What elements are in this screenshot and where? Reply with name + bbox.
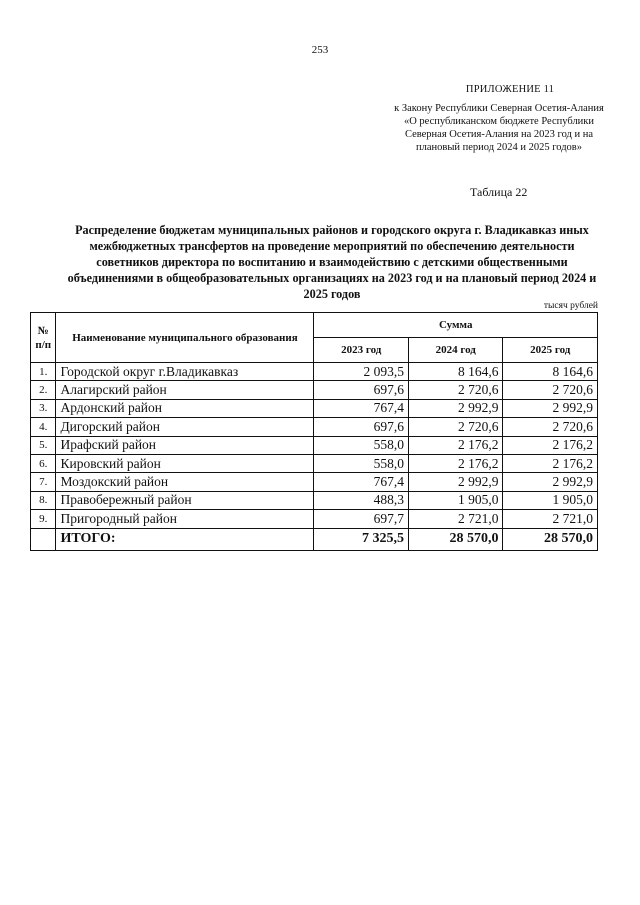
table-row	[31, 399, 598, 417]
row-value-2024: 8 164,6	[408, 363, 503, 381]
table-row	[31, 473, 598, 491]
row-value-2023: 488,3	[314, 491, 409, 509]
row-value-2024: 2 176,2	[408, 436, 503, 454]
total-value-2025: 28 570,0	[503, 528, 598, 550]
total-label: ИТОГО:	[56, 528, 314, 550]
row-value-2023: 2 093,5	[314, 363, 409, 381]
row-name: Дигорский район	[56, 418, 314, 436]
page-number: 253	[311, 44, 329, 56]
header-row	[31, 313, 598, 338]
row-number: 5.	[31, 436, 56, 454]
row-number: 2.	[31, 381, 56, 399]
row-name: Алагирский район	[56, 381, 314, 399]
row-value-2025: 2 721,0	[503, 510, 598, 528]
row-value-2025: 2 992,9	[503, 399, 598, 417]
table-number: Таблица 22	[470, 185, 528, 199]
total-value-2024: 28 570,0	[408, 528, 503, 550]
row-value-2024: 1 905,0	[408, 491, 503, 509]
table-row	[31, 381, 598, 399]
units-label: тысяч рублей	[543, 301, 598, 311]
row-number: 9.	[31, 510, 56, 528]
row-value-2024: 2 992,9	[408, 473, 503, 491]
table-row	[31, 454, 598, 472]
row-name: Городской округ г.Владикавказ	[56, 363, 314, 381]
total-value-2023: 7 325,5	[314, 528, 409, 550]
table-row	[31, 491, 598, 509]
budget-table	[30, 312, 598, 551]
row-number: 6.	[31, 454, 56, 472]
header-num: № п/п	[31, 313, 56, 363]
row-name: Пригородный район	[56, 510, 314, 528]
header-year-2023: 2023 год	[314, 338, 409, 363]
row-value-2023: 558,0	[314, 454, 409, 472]
row-number: 3.	[31, 399, 56, 417]
row-value-2025: 2 720,6	[503, 418, 598, 436]
row-number: 7.	[31, 473, 56, 491]
row-value-2024: 2 992,9	[408, 399, 503, 417]
row-value-2024: 2 720,6	[408, 418, 503, 436]
header-year-2025: 2025 год	[503, 338, 598, 363]
row-name: Ардонский район	[56, 399, 314, 417]
row-value-2025: 2 992,9	[503, 473, 598, 491]
header-sum: Сумма	[314, 313, 598, 338]
row-name: Моздокский район	[56, 473, 314, 491]
row-value-2025: 2 720,6	[503, 381, 598, 399]
row-value-2023: 558,0	[314, 436, 409, 454]
row-value-2023: 697,6	[314, 381, 409, 399]
appendix-title: ПРИЛОЖЕНИЕ 11	[465, 84, 555, 95]
table-row	[31, 418, 598, 436]
row-value-2025: 2 176,2	[503, 454, 598, 472]
header-name: Наименование муниципального образования	[56, 313, 314, 363]
header-year-2024: 2024 год	[408, 338, 503, 363]
row-value-2023: 767,4	[314, 399, 409, 417]
appendix-reference: к Закону Республики Северная Осетия-Алания «О республиканском бюджете Республики Северная Осетия-Алания на 2023 год и на плановый период 2024 и 2025 годов»	[394, 103, 604, 153]
row-value-2025: 1 905,0	[503, 491, 598, 509]
row-value-2024: 2 721,0	[408, 510, 503, 528]
row-value-2024: 2 720,6	[408, 381, 503, 399]
row-value-2025: 2 176,2	[503, 436, 598, 454]
row-name: Кировский район	[56, 454, 314, 472]
row-value-2023: 767,4	[314, 473, 409, 491]
row-value-2023: 697,6	[314, 418, 409, 436]
total-number-cell	[31, 528, 56, 550]
table-row	[31, 510, 598, 528]
row-number: 8.	[31, 491, 56, 509]
row-number: 4.	[31, 418, 56, 436]
row-name: Ирафский район	[56, 436, 314, 454]
table-row	[31, 363, 598, 381]
document-title: Распределение бюджетам муниципальных районов и городского округа г. Владикавказ иных межбюджетных трансфертов на проведение мероприятий по обеспечению деятельности советников директора по воспитанию и взаимодействию с детскими общественными объединениями в общеобразовательных организациях на 2023 год и на плановый период 2024 и 2025 годов	[67, 223, 597, 301]
row-number: 1.	[31, 363, 56, 381]
row-name: Правобережный район	[56, 491, 314, 509]
row-value-2024: 2 176,2	[408, 454, 503, 472]
row-value-2025: 8 164,6	[503, 363, 598, 381]
total-row	[31, 528, 598, 550]
table-row	[31, 436, 598, 454]
row-value-2023: 697,7	[314, 510, 409, 528]
